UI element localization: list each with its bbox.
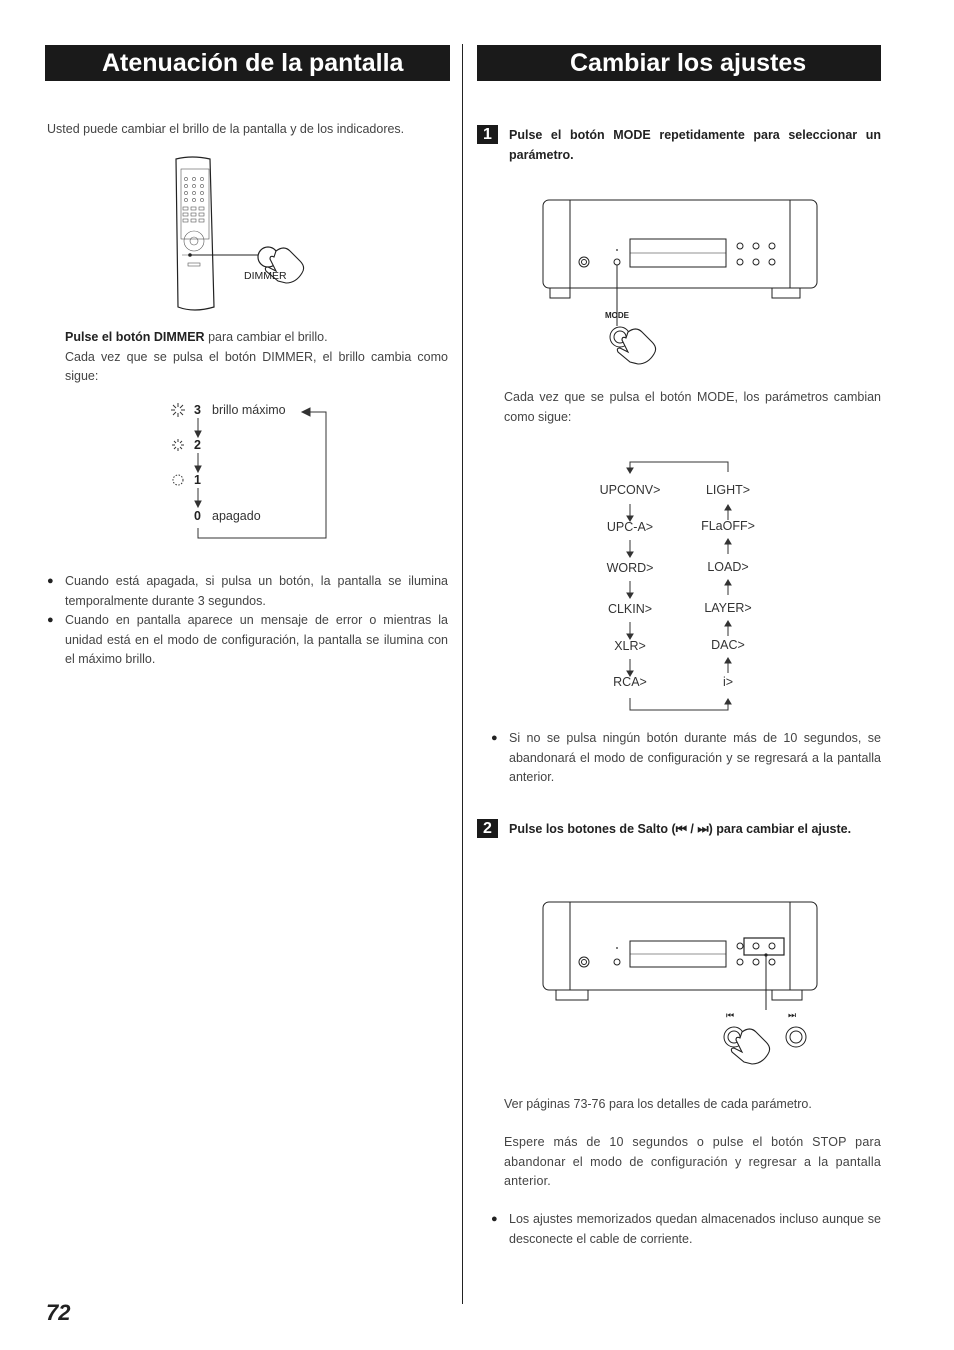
section-title-text: Cambiar los ajustes [570, 49, 807, 77]
skip-prev-icon: ⏮ [726, 1010, 735, 1020]
param-dac: DAC> [711, 638, 745, 652]
right-bullet-2: ● Los ajustes memorizados quedan almacenados incluso aunque se desconecte el cable de corriente. [491, 1212, 881, 1246]
skip-next-icon: ⏭ [788, 1010, 797, 1020]
param-upconv: UPCONV> [599, 483, 661, 497]
right-bullet-1: ● Si no se pulsa ningún botón durante más de 10 segundos, se abandonará el modo de configuración y se regresará a la pantalla anterior. [491, 731, 881, 784]
device-front-panel-mode [540, 196, 820, 376]
instruction-bold: Pulse el botón DIMMER [65, 330, 205, 344]
param-i: i> [722, 675, 734, 689]
section-title-settings [477, 45, 881, 81]
bullet-dot: ● [491, 1213, 498, 1225]
dimmer-instruction [65, 328, 448, 387]
reference-text: Ver páginas 73-76 para los detalles de cada parámetro. [504, 1097, 812, 1111]
step-2-badge: 2 [477, 819, 498, 838]
instruction-detail: Cada vez que se pulsa el botón DIMMER, el brillo cambia como sigue: [65, 349, 448, 383]
param-upc-a: UPC-A> [606, 520, 654, 534]
level-1-number: 1 [194, 473, 201, 487]
param-layer: LAYER> [704, 601, 752, 615]
bullet-dot: ● [47, 575, 54, 587]
step-1-text: Pulse el botón MODE repetidamente para seleccionar un parámetro. [509, 128, 881, 162]
section-title-text: Atenuación de la pantalla [102, 49, 404, 77]
brightness-2-icon [172, 439, 184, 451]
remote-control-illustration [172, 155, 322, 315]
mode-label: MODE [605, 311, 629, 320]
param-word: WORD> [606, 561, 654, 575]
dimmer-label: DIMMER [244, 270, 287, 282]
step-2-text: Pulse los botones de Salto (⏮ / ⏭) para cambiar el ajuste. [509, 822, 852, 836]
section-title-dimmer [45, 45, 450, 81]
level-3-label: brillo máximo [212, 403, 286, 417]
param-xlr: XLR> [614, 639, 646, 653]
param-rca: RCA> [613, 675, 647, 689]
intro-text: Usted puede cambiar el brillo de la pantalla y de los indicadores. [47, 122, 405, 136]
param-clkin: CLKIN> [607, 602, 653, 616]
mode-description: Cada vez que se pulsa el botón MODE, los parámetros cambian como sigue: [504, 390, 881, 424]
bullet-dot: ● [491, 732, 498, 744]
level-0-label: apagado [212, 509, 261, 523]
page-number: 72 [46, 1300, 71, 1325]
param-light: LIGHT> [705, 483, 751, 497]
level-3-number: 3 [194, 403, 201, 417]
left-bullet-1: ● Cuando está apagada, si pulsa un botón, la pantalla se ilumina temporalmente durante 3 segundos. [47, 574, 448, 608]
bullet-dot: ● [47, 614, 54, 626]
instruction-rest: para cambiar el brillo. [204, 330, 328, 344]
param-load: LOAD> [707, 560, 749, 574]
brightness-1-icon [173, 475, 183, 485]
level-2-number: 2 [194, 438, 201, 452]
step-1-badge: 1 [477, 125, 498, 144]
level-0-number: 0 [194, 509, 201, 523]
left-bullet-2: ● Cuando en pantalla aparece un mensaje de error o mientras la unidad está en el modo de configuración, la pantalla se ilumina con el máximo brillo. [47, 613, 448, 666]
brightness-3-icon [171, 403, 185, 417]
column-divider [462, 44, 463, 1304]
param-flaoff: FLaOFF> [701, 519, 755, 533]
device-front-panel-skip [540, 898, 820, 1078]
exit-instruction: Espere más de 10 segundos o pulse el botón STOP para abandonar el modo de configuración y regresar a la pantalla anterior. [504, 1135, 881, 1188]
